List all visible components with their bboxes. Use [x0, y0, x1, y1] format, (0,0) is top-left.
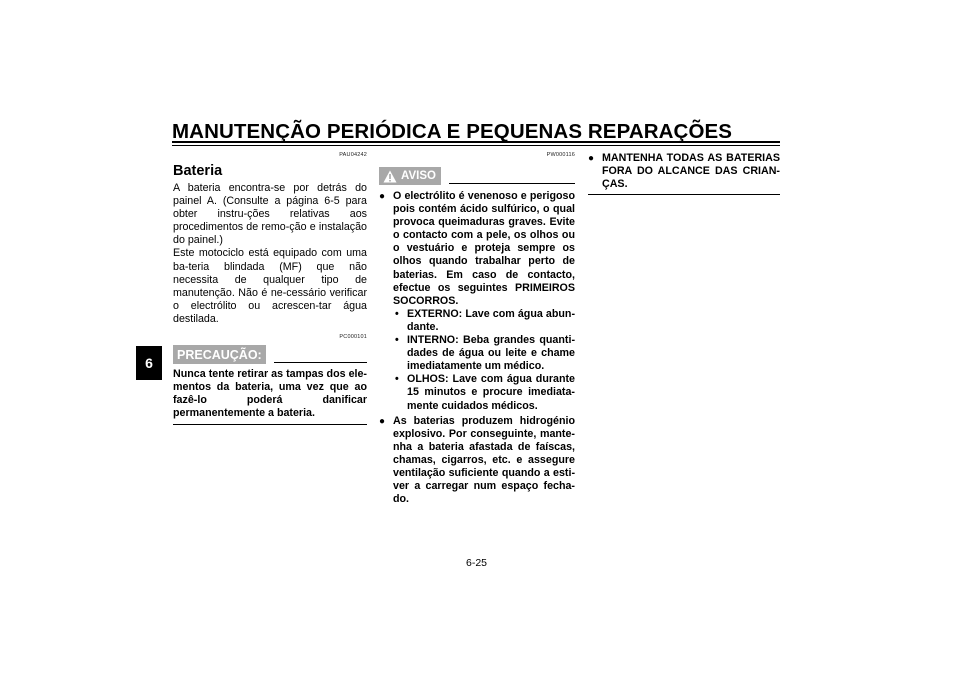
bullet-icon: ● [588, 153, 595, 164]
caution-rule [274, 362, 367, 363]
paragraph: A bateria encontra-se por detrás do painel A. (Consulte a página 6-5 para obter instru-ções relativas aos procedimentos de remo-ção e instalação do painel.) [173, 182, 367, 247]
sub-list-item [393, 308, 575, 334]
sub-bullet-text: INTERNO: Beba grandes quanti-dades de água ou leite e chame imediatamente um médico. [407, 334, 575, 373]
caution-end-rule [173, 424, 367, 425]
bullet-icon: ● [379, 191, 386, 202]
warning-badge [379, 167, 441, 185]
bullet-text: As baterias produzem hidrogénio explosivo. Por conseguinte, mante-nha a bateria afastada de faíscas, chamas, cigarros, etc. e assegure ventilação suficiente quando a esti-ver a carregar num espaço fecha-do. [393, 414, 575, 506]
chapter-tab: 6 [136, 346, 162, 380]
column-warning [379, 152, 575, 506]
list-item [588, 152, 780, 191]
warning-label: AVISO [401, 170, 436, 182]
sub-bullet-text: EXTERNO: Lave com água abun-dante. [407, 307, 575, 333]
body-text [173, 182, 367, 326]
sub-bullet-icon: • [395, 334, 399, 347]
page-title: MANUTENÇÃO PERIÓDICA E PEQUENAS REPARAÇÕES [172, 120, 733, 143]
sub-bullet-text: OLHOS: Lave com água durante 15 minutos e procure imediata-mente cuidados médicos. [407, 373, 575, 412]
sub-list-item [393, 373, 575, 412]
list-item [379, 415, 575, 507]
section-heading: Bateria [173, 163, 223, 179]
column-warning-continued [588, 152, 780, 195]
warning-header [379, 165, 575, 185]
warning-rule [449, 183, 575, 184]
bullet-icon: ● [379, 415, 386, 427]
sub-bullet-icon: • [395, 373, 399, 386]
caution-label: PRECAUÇÃO: [173, 345, 266, 364]
page-number: 6-25 [466, 557, 488, 569]
list-item [379, 190, 575, 413]
bullet-text: MANTENHA TODAS AS BATERIAS FORA DO ALCANCE DAS CRIAN-ÇAS. [602, 152, 780, 191]
column-battery [173, 152, 367, 425]
section-code: PAU04242 [339, 152, 367, 158]
caution-header [173, 344, 367, 364]
warning-triangle-icon [383, 170, 397, 183]
paragraph: Este motociclo está equipado com uma ba-teria blindada (MF) que não necessita de qualquer tipo de manutenção. Não é ne-cessário verificar o electrólito ou acrescen-tar água destilada. [173, 247, 367, 325]
caution-text: Nunca tente retirar as tampas dos ele-mentos da bateria, uma vez que ao fazê-lo poderá danificar permanentemente a bateria. [173, 368, 367, 420]
sub-list-item [393, 334, 575, 373]
warning-end-rule [588, 194, 780, 195]
warning-code: PW000116 [546, 152, 575, 158]
caution-code: PC000101 [339, 334, 367, 341]
sub-bullet-icon: • [395, 307, 399, 320]
title-rule [172, 141, 780, 143]
title-rule-thin [172, 145, 780, 146]
bullet-text: O electrólito é venenoso e perigoso pois contém ácido sulfúrico, o qual provoca queimaduras graves. Evite o contacto com a pele, os olhos ou o vestuário e proteja sempre os olhos quando trabalhar perto de baterias. Em caso de contacto, efectue os seguintes PRIMEIROS SOCORROS. [393, 190, 575, 307]
